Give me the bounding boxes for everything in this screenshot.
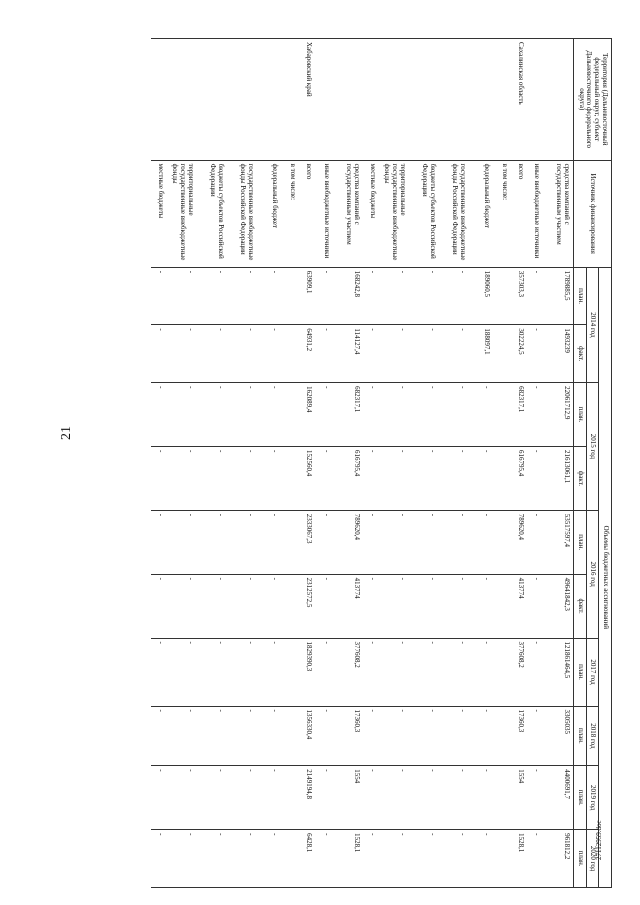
cell-territory (409, 39, 439, 161)
cell-value: - (379, 325, 409, 383)
cell-value: - (527, 830, 543, 888)
cell-value: - (315, 383, 333, 447)
cell-value: - (409, 766, 439, 830)
cell-value (493, 638, 511, 706)
cell-value: 682317,1 (333, 383, 363, 447)
table-row (315, 39, 333, 888)
cell-value (493, 706, 511, 766)
cell-value: 616795,4 (511, 446, 527, 510)
cell-value: - (363, 446, 379, 510)
cell-value: - (363, 383, 379, 447)
cell-value (493, 325, 511, 383)
cell-value: - (151, 446, 167, 510)
cell-source: федеральный бюджет (469, 160, 493, 267)
cell-value: - (315, 574, 333, 638)
table-header (573, 39, 611, 888)
cell-value: - (227, 510, 257, 574)
cell-value: - (363, 830, 379, 888)
cell-value: - (257, 383, 281, 447)
cell-territory (281, 39, 299, 161)
cell-value: - (439, 267, 469, 325)
cell-value: 4400691,7 (543, 766, 573, 830)
cell-value: - (469, 766, 493, 830)
cell-value: 1554 (333, 766, 363, 830)
cell-value (281, 706, 299, 766)
cell-value: 377608,2 (333, 638, 363, 706)
cell-value: 17360,3 (511, 706, 527, 766)
cell-value: 49641842,3 (543, 574, 573, 638)
table-row (409, 39, 439, 888)
cell-source: бюджеты субъектов Российской Федерации (409, 160, 439, 267)
cell-value: 1493239 (543, 325, 573, 383)
cell-value: 789620,4 (333, 510, 363, 574)
cell-value: - (315, 325, 333, 383)
cell-value: - (527, 766, 543, 830)
cell-value: 1789885,5 (543, 267, 573, 325)
cell-value: - (527, 267, 543, 325)
cell-value: - (439, 446, 469, 510)
table-row (281, 39, 299, 888)
cell-value: - (227, 574, 257, 638)
cell-value: - (227, 706, 257, 766)
cell-value: 2333067,3 (299, 510, 315, 574)
cell-value (281, 325, 299, 383)
cell-territory (469, 39, 493, 161)
cell-value: - (151, 706, 167, 766)
cell-value: - (227, 638, 257, 706)
cell-value: - (363, 325, 379, 383)
table-row (151, 39, 167, 888)
cell-value: - (151, 267, 167, 325)
cell-value: - (151, 638, 167, 706)
cell-source: в том числе: (281, 160, 299, 267)
cell-value: - (315, 830, 333, 888)
cell-value: 1829390,3 (299, 638, 315, 706)
page-number: 21 (59, 426, 74, 440)
cell-value: - (409, 830, 439, 888)
cell-value: - (197, 325, 227, 383)
cell-value: - (363, 638, 379, 706)
cell-value (281, 638, 299, 706)
table-row (333, 39, 363, 888)
cell-value: - (315, 638, 333, 706)
cell-territory (363, 39, 379, 161)
header-sub: план. (573, 267, 586, 325)
cell-value: - (527, 325, 543, 383)
cell-value: - (151, 766, 167, 830)
cell-source: бюджеты субъектов Российской Федерации (197, 160, 227, 267)
cell-source: всего (299, 160, 315, 267)
cell-source: государственные внебюджетные фонды Российской Федерации (439, 160, 469, 267)
cell-value: - (379, 446, 409, 510)
cell-value (493, 510, 511, 574)
cell-value: - (439, 706, 469, 766)
cell-value (493, 766, 511, 830)
table-row (527, 39, 543, 888)
cell-value: - (197, 830, 227, 888)
cell-value: - (257, 706, 281, 766)
cell-value: 2149194,8 (299, 766, 315, 830)
cell-value: 53517597,4 (543, 510, 573, 574)
cell-value: - (151, 830, 167, 888)
cell-value: - (409, 706, 439, 766)
cell-source: территориальные государственные внебюджетные фонды (167, 160, 197, 267)
cell-value: - (363, 510, 379, 574)
cell-source: федеральный бюджет (257, 160, 281, 267)
cell-value (281, 574, 299, 638)
cell-value (493, 574, 511, 638)
cell-value (281, 267, 299, 325)
cell-value: - (469, 446, 493, 510)
cell-value: - (469, 638, 493, 706)
header-year: 2019 год (586, 766, 599, 830)
cell-source: в том числе: (493, 160, 511, 267)
cell-value: 6428,1 (299, 830, 315, 888)
cell-source: средства компаний с государственным участием (543, 160, 573, 267)
cell-value (493, 446, 511, 510)
cell-value: - (379, 706, 409, 766)
cell-value (281, 383, 299, 447)
cell-value: 682317,1 (511, 383, 527, 447)
header-sub: план. (573, 766, 586, 830)
cell-value: - (469, 830, 493, 888)
cell-value: 1554 (511, 766, 527, 830)
header-sub: план. (573, 706, 586, 766)
cell-territory (167, 39, 197, 161)
header-year: 2016 год (586, 510, 599, 638)
cell-value: 121861464,5 (543, 638, 573, 706)
header-year: 2017 год (586, 638, 599, 706)
cell-territory: Хабаровский край (299, 39, 315, 161)
cell-value: - (409, 325, 439, 383)
cell-value (493, 267, 511, 325)
cell-value: - (379, 383, 409, 447)
cell-territory (439, 39, 469, 161)
header-territory: Территория (Дальневосточный федеральный округ, субъект Дальневосточного федерального округа) (573, 39, 611, 161)
cell-value: - (439, 830, 469, 888)
cell-value: - (409, 267, 439, 325)
cell-source: территориальные государственные внебюджетные фонды (379, 160, 409, 267)
cell-value: - (151, 574, 167, 638)
cell-value: 961812,2 (543, 830, 573, 888)
cell-value: 189060,5 (469, 267, 493, 325)
cell-value: - (379, 510, 409, 574)
cell-value: - (527, 383, 543, 447)
cell-value: - (167, 706, 197, 766)
cell-value: - (527, 446, 543, 510)
cell-value (281, 830, 299, 888)
cell-value: - (227, 830, 257, 888)
cell-value: - (439, 325, 469, 383)
cell-territory: Сахалинская область (511, 39, 527, 161)
cell-territory (151, 39, 167, 161)
cell-value: - (379, 830, 409, 888)
cell-value: - (379, 267, 409, 325)
cell-value: - (409, 510, 439, 574)
cell-value: 168242,8 (333, 267, 363, 325)
table-body (151, 39, 573, 888)
cell-value: - (315, 446, 333, 510)
cell-territory (493, 39, 511, 161)
header-sub: факт. (573, 325, 586, 383)
header-sub: план. (573, 638, 586, 706)
table-row (493, 39, 511, 888)
cell-value (493, 830, 511, 888)
cell-value: - (167, 510, 197, 574)
cell-source: местные бюджеты (151, 160, 167, 267)
table-row (379, 39, 409, 888)
cell-value: - (527, 510, 543, 574)
cell-value: 377608,2 (511, 638, 527, 706)
cell-value: - (227, 383, 257, 447)
cell-value: 2312572,5 (299, 574, 315, 638)
cell-value: - (257, 325, 281, 383)
header-year: 2014 год (586, 267, 599, 382)
cell-source: иные внебюджетные источники (527, 160, 543, 267)
cell-value: - (167, 383, 197, 447)
cell-source: государственные внебюджетные фонды Российской Федерации (227, 160, 257, 267)
cell-value: - (363, 267, 379, 325)
cell-value: 302224,5 (511, 325, 527, 383)
cell-value (281, 446, 299, 510)
cell-value: - (527, 638, 543, 706)
cell-value: 1528,1 (511, 830, 527, 888)
cell-value: 64931,2 (299, 325, 315, 383)
table-row (257, 39, 281, 888)
cell-value: - (197, 574, 227, 638)
rotated-table-container (72, 38, 612, 888)
table-row (197, 39, 227, 888)
cell-value: - (197, 446, 227, 510)
cell-value: 114127,4 (333, 325, 363, 383)
cell-value: - (197, 638, 227, 706)
cell-value: - (167, 638, 197, 706)
cell-value: - (409, 574, 439, 638)
cell-value: - (363, 706, 379, 766)
table-row (363, 39, 379, 888)
cell-territory (227, 39, 257, 161)
cell-value: 188097,1 (469, 325, 493, 383)
cell-value: - (151, 510, 167, 574)
cell-value: - (469, 574, 493, 638)
cell-territory (315, 39, 333, 161)
header-year: 2018 год (586, 706, 599, 766)
cell-value: - (197, 766, 227, 830)
cell-value: - (197, 383, 227, 447)
cell-territory (527, 39, 543, 161)
table-row (299, 39, 315, 888)
cell-value: - (197, 267, 227, 325)
cell-value: - (227, 446, 257, 510)
cell-value: - (315, 766, 333, 830)
table-row (511, 39, 527, 888)
cell-value: - (227, 267, 257, 325)
header-volumes: Объемы бюджетных ассигнований (599, 267, 612, 887)
header-sub: план. (573, 383, 586, 447)
cell-value: - (527, 706, 543, 766)
cell-value: - (379, 574, 409, 638)
cell-value: 357303,3 (511, 267, 527, 325)
cell-value: 162089,4 (299, 383, 315, 447)
cell-source: средства компаний с государственным участием (333, 160, 363, 267)
table-row (543, 39, 573, 888)
cell-value: - (409, 383, 439, 447)
cell-value: - (409, 446, 439, 510)
table-row (469, 39, 493, 888)
cell-value: - (469, 706, 493, 766)
header-sub: факт. (573, 446, 586, 510)
cell-value: 616795,4 (333, 446, 363, 510)
cell-value: - (315, 267, 333, 325)
cell-value: 413774 (511, 574, 527, 638)
cell-value: - (257, 574, 281, 638)
cell-value: - (257, 267, 281, 325)
header-sub: план. (573, 510, 586, 574)
header-source: Источник финансирования (573, 160, 611, 267)
cell-value: - (315, 510, 333, 574)
cell-value: - (439, 574, 469, 638)
cell-value: - (257, 766, 281, 830)
cell-value: - (439, 766, 469, 830)
cell-source: иные внебюджетные источники (315, 160, 333, 267)
cell-value: - (151, 325, 167, 383)
cell-value (493, 383, 511, 447)
cell-value: 63909,1 (299, 267, 315, 325)
cell-value: - (315, 706, 333, 766)
cell-value: 1528,1 (333, 830, 363, 888)
cell-value: 413774 (333, 574, 363, 638)
cell-value: - (439, 510, 469, 574)
cell-value: - (363, 574, 379, 638)
cell-source: всего (511, 160, 527, 267)
cell-territory (379, 39, 409, 161)
cell-value: - (439, 383, 469, 447)
cell-value: - (167, 830, 197, 888)
cell-value (281, 766, 299, 830)
cell-value: 1356330,4 (299, 706, 315, 766)
cell-territory (543, 39, 573, 161)
cell-value: 789620,4 (511, 510, 527, 574)
cell-value: - (257, 638, 281, 706)
cell-territory (257, 39, 281, 161)
cell-value: - (197, 706, 227, 766)
cell-value: - (227, 325, 257, 383)
cell-value: - (469, 510, 493, 574)
cell-value: - (527, 574, 543, 638)
table-row (439, 39, 469, 888)
cell-value: - (363, 766, 379, 830)
cell-value: - (439, 638, 469, 706)
cell-value: - (409, 638, 439, 706)
cell-value: - (469, 383, 493, 447)
cell-value: - (167, 574, 197, 638)
cell-value: - (257, 510, 281, 574)
header-year: 2015 год (586, 383, 599, 511)
cell-value: - (167, 267, 197, 325)
header-sub: факт. (573, 574, 586, 638)
budget-table (151, 38, 612, 888)
cell-territory (333, 39, 363, 161)
cell-territory (197, 39, 227, 161)
cell-value: 17360,3 (333, 706, 363, 766)
cell-value: - (167, 766, 197, 830)
cell-value: - (257, 446, 281, 510)
cell-value: - (227, 766, 257, 830)
cell-value: - (379, 638, 409, 706)
cell-value: 21613061,1 (543, 446, 573, 510)
cell-value: - (257, 830, 281, 888)
cell-value: - (379, 766, 409, 830)
footer-filename: 27112959.doc (595, 820, 603, 860)
cell-value (281, 510, 299, 574)
cell-value: 152560,4 (299, 446, 315, 510)
cell-value: - (167, 325, 197, 383)
cell-value: - (167, 446, 197, 510)
header-sub: план. (573, 830, 586, 888)
cell-value: 3305035 (543, 706, 573, 766)
cell-value: 22061712,9 (543, 383, 573, 447)
table-row (167, 39, 197, 888)
header-year: 2020 год (586, 830, 599, 888)
cell-value: - (151, 383, 167, 447)
cell-value: - (197, 510, 227, 574)
cell-source: местные бюджеты (363, 160, 379, 267)
table-row (227, 39, 257, 888)
